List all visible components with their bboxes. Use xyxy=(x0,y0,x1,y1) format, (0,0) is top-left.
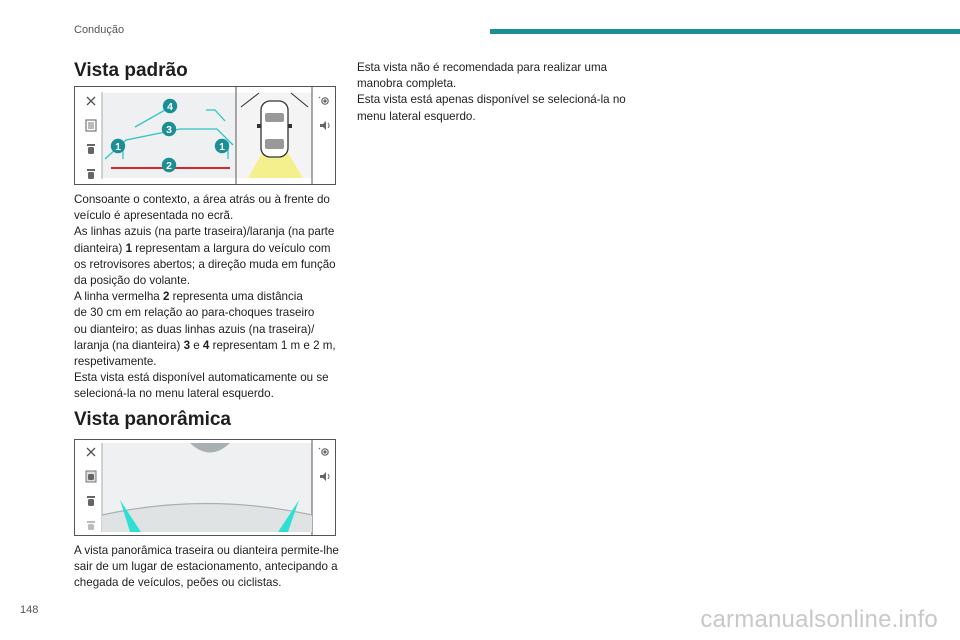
panoramic-view-figure xyxy=(74,439,336,536)
sound-icon[interactable] xyxy=(320,472,329,481)
right-column-text xyxy=(357,60,647,125)
svg-text:4: 4 xyxy=(167,101,173,113)
callout-number: 2 xyxy=(162,290,170,304)
text-line: ou dianteiro; as duas linhas azuis (na traseira)/ xyxy=(74,322,315,336)
text-line: veículo é apresentada no ecrã. xyxy=(74,209,234,223)
text-line: de 30 cm em relação ao para-choques traseiro xyxy=(74,306,315,320)
text-line: manobra completa. xyxy=(357,77,457,91)
standard-view-figure xyxy=(74,86,336,185)
watermark: carmanualsonline.info xyxy=(700,606,938,633)
close-icon[interactable] xyxy=(87,97,95,105)
badge-3 xyxy=(162,122,176,136)
auto-mode-icon[interactable] xyxy=(87,521,95,530)
panoramic-view-illustration xyxy=(75,440,335,535)
panoramic-view-description xyxy=(74,543,354,592)
text-line: da posição do volante. xyxy=(74,274,191,288)
callout-number: 4 xyxy=(202,338,210,352)
page-number: 148 xyxy=(20,604,39,616)
standard-view-description xyxy=(74,192,354,403)
badge-2 xyxy=(162,158,176,172)
text-line: As linhas azuis (na parte traseira)/laranja (na parte xyxy=(74,225,335,239)
section-title-standard-view: Vista padrão xyxy=(74,60,188,81)
auto-mode-icon[interactable] xyxy=(87,169,95,179)
svg-text:1: 1 xyxy=(219,141,225,153)
text-line: laranja (na dianteira) 3 e 4 representam 1 m e 2 m, xyxy=(74,338,336,352)
callout-number: 3 xyxy=(183,338,191,352)
text-line: chegada de veículos, peões ou ciclistas. xyxy=(74,576,282,590)
text-line: A linha vermelha 2 representa uma distância xyxy=(74,290,303,304)
settings-icon[interactable] xyxy=(319,97,328,104)
panoramic-mode-icon[interactable] xyxy=(87,496,95,506)
standard-view-illustration xyxy=(75,87,335,184)
settings-icon[interactable] xyxy=(319,448,328,455)
close-icon[interactable] xyxy=(87,448,95,456)
badge-4 xyxy=(163,99,177,113)
text-line: Consoante o contexto, a área atrás ou à frente do xyxy=(74,193,330,206)
text-line: dianteira) 1 representam a largura do veículo com xyxy=(74,241,331,255)
badge-1-right xyxy=(215,139,229,153)
header-accent-bar xyxy=(490,29,960,34)
text-line: selecioná-la no menu lateral esquerdo. xyxy=(74,387,274,401)
standard-view-mode-icon[interactable] xyxy=(86,471,96,482)
svg-text:2: 2 xyxy=(166,160,172,172)
callout-number: 1 xyxy=(125,241,133,255)
page-header-section: Condução xyxy=(74,24,125,36)
text-line: Esta vista está disponível automaticamente ou se xyxy=(74,371,329,385)
text-line: A vista panorâmica traseira ou dianteira permite-lhe xyxy=(74,544,339,557)
text-line: menu lateral esquerdo. xyxy=(357,109,476,123)
badge-1-left xyxy=(111,139,125,153)
standard-view-mode-icon[interactable] xyxy=(86,120,96,131)
text-line: os retrovisores abertos; a direção muda em função xyxy=(74,257,336,271)
sound-icon[interactable] xyxy=(320,121,329,130)
text-line: Esta vista está apenas disponível se selecioná-la no xyxy=(357,93,626,107)
text-line: respetivamente. xyxy=(74,355,157,369)
panoramic-mode-icon[interactable] xyxy=(87,144,95,154)
text-line: sair de um lugar de estacionamento, antecipando a xyxy=(74,560,338,574)
text-line: Esta vista não é recomendada para realizar uma xyxy=(357,61,608,74)
svg-text:3: 3 xyxy=(166,124,172,136)
svg-text:1: 1 xyxy=(115,141,121,153)
section-title-panoramic-view: Vista panorâmica xyxy=(74,409,232,430)
